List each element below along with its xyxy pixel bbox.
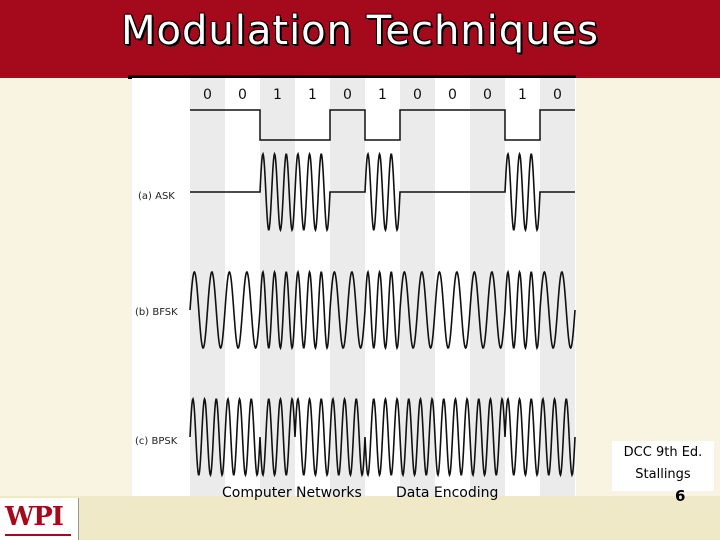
ask-waveform [190, 154, 575, 230]
bit-label: 1 [308, 87, 317, 103]
bit-label: 0 [448, 87, 457, 103]
bit-label: 0 [238, 87, 247, 103]
slide-title: Modulation Techniques [121, 8, 599, 54]
bit-label: 0 [413, 87, 422, 103]
bit-label: 1 [518, 87, 527, 103]
bpsk-label: (c) BPSK [135, 436, 178, 447]
bit-label: 0 [343, 87, 352, 103]
footer-bar [0, 496, 720, 540]
reference-note [612, 441, 714, 491]
footer-topic: Data Encoding [396, 485, 499, 501]
reference-author: Stallings [635, 467, 691, 482]
modulation-diagram [132, 78, 576, 496]
ask-label: (a) ASK [138, 191, 175, 202]
bit-label: 0 [203, 87, 212, 103]
bit-label: 0 [553, 87, 562, 103]
bit-label: 0 [483, 87, 492, 103]
logo-text: WPI [5, 502, 63, 532]
logo-underline [5, 534, 71, 536]
bpsk-waveform [190, 399, 575, 475]
bfsk-waveform [190, 272, 575, 348]
wpi-logo [0, 498, 79, 540]
reference-edition: DCC 9th Ed. [623, 445, 703, 460]
page-number: 6 [675, 487, 686, 505]
bit-label: 1 [378, 87, 387, 103]
digital-signal-waveform [190, 110, 575, 140]
bfsk-label: (b) BFSK [135, 307, 178, 318]
footer-course: Computer Networks [222, 485, 362, 501]
bit-label: 1 [273, 87, 282, 103]
